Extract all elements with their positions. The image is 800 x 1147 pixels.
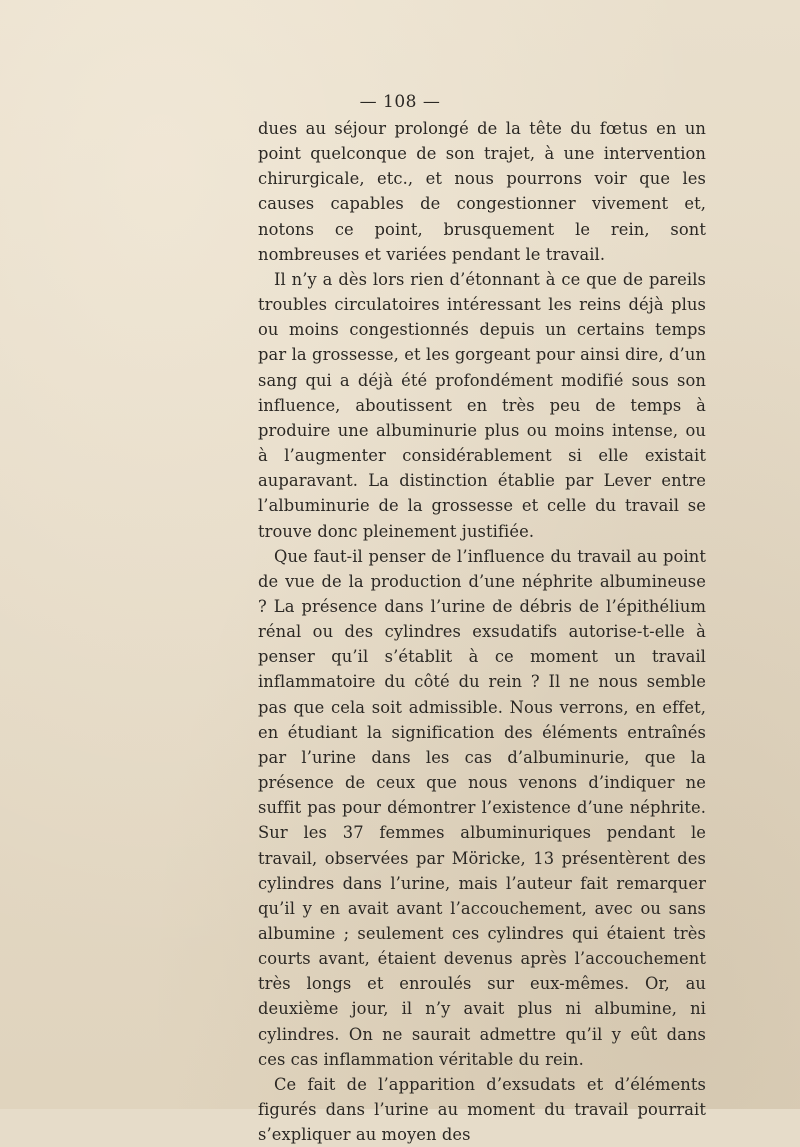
paragraph-1: dues au séjour prolongé de la tête du fœtus en un point quelconque de son trajet, à une intervention chirurgicale, etc., et nous pourrons voir que les causes capables de congestionner vivement et, notons ce point, brusquement le rein, sont nombreuses et variées pendant le travail. [258,119,706,264]
paragraph-2: Il n’y a dès lors rien d’étonnant à ce que de pareils troubles circulatoires intéressant les reins déjà plus ou moins congestionnés depuis un certains temps par la grossesse, et les gorgeant pour ainsi dire, d’un sang qui a déjà été profondément modifié sous son influence, aboutissent en très peu de temps à produire une albuminurie plus ou moins intense, ou à l’augmenter considérablement si elle existait auparavant. La distinction établie par Lever entre l’albuminurie de la grossesse et celle du travail se trouve donc pleinement justifiée. [258,269,706,541]
paragraph-4: Ce fait de l’apparition d’exsudats et d’éléments figurés dans l’urine au moment du travail pourrait s’expliquer au moyen des [258,1074,706,1145]
paragraph-3: Que faut-il penser de l’influence du travail au point de vue de la production d’une néphrite albumineuse ? La présence dans l’urine de débris de l’épithélium rénal ou des cylindres exsudatifs autorise-t-elle à penser qu’il s’établit à ce moment un travail inflammatoire du côté du rein ? Il ne nous semble pas que cela soit admissible. Nous verrons, en effet, en étudiant la signification des éléments entraînés par l’urine dans les cas d’albuminurie, que la présence de ceux que nous venons d’indiquer ne suffit pas pour démontrer l’existence d’une néphrite. Sur les 37 femmes albuminuriques pendant le travail, observées par Möricke, 13 présentèrent des cylindres dans l’urine, mais l’auteur fait remarquer qu’il y en avait avant l’accouchement, avec ou sans albumine ; seulement ces cylindres qui étaient très courts avant, étaient devenus après l’accouchement très longs et enroulés sur eux-mêmes. Or, au deuxième jour, il n’y avait plus ni albumine, ni cylindres. On ne saurait admettre qu’il y eût dans ces cas inflammation véritable du rein. [258,546,706,1069]
page-number-header: — 108 — [359,92,441,112]
page-body [258,116,706,1147]
